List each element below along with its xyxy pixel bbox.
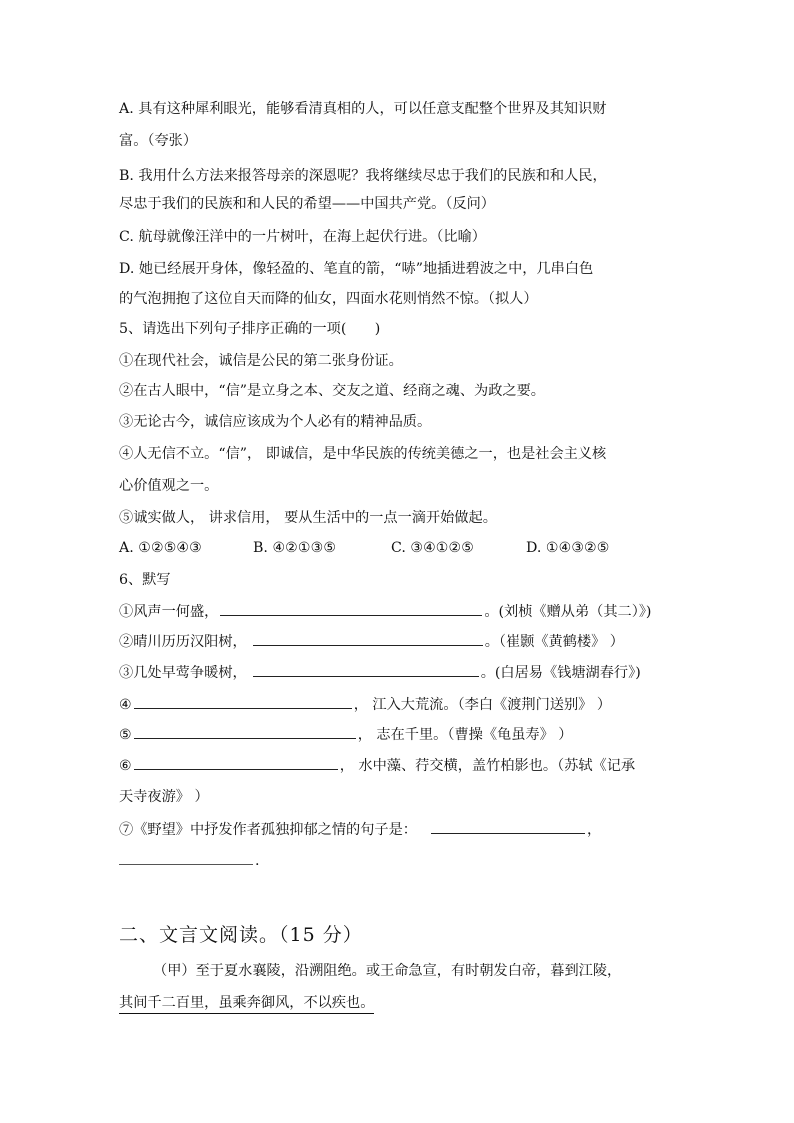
q5-title: 5、请选出下列句子排序正确的一项( ) <box>119 321 381 337</box>
q5-options <box>119 538 684 558</box>
q5-option-d: D. ①④③②⑤ <box>526 540 610 556</box>
q5-sentence-2: ②在古人眼中，“信”是立身之本、交友之道、经商之魂、为政之要。 <box>119 383 545 399</box>
q6-item-7-line2 <box>119 850 684 871</box>
q6-item-3-blank[interactable] <box>253 662 479 677</box>
q6-item-7-prefix: ⑦《野望》中抒发作者孤独抑郁之情的句子是： <box>119 822 417 838</box>
q6-item-5-prefix: ⑤ <box>119 727 132 743</box>
passage-jia-underlined-sentence: 其间千二百里，虽乘奔御风，不以疾也。 <box>119 995 374 1014</box>
q6-item-4-suffix: ， 江入大荒流。（李白《渡荆门送别》 ） <box>353 697 612 713</box>
q6-item-7-comma: ， <box>586 822 602 838</box>
q6-item-3 <box>119 662 684 683</box>
q4-option-d-line1: D. 她已经展开身体，像轻盈的、笔直的箭，“哧”地插进碧波之中，几串白色 <box>119 261 594 277</box>
q6-item-6-suffix: ， 水中藻、荇交横，盖竹柏影也。（苏轼《记承 <box>339 758 636 774</box>
q5-sentence-1: ①在现代社会，诚信是公民的第二张身份证。 <box>119 353 403 369</box>
q4-option-d-line2: 的气泡拥抱了这位自天而降的仙女，四面水花则悄然不惊。（拟人） <box>119 291 538 307</box>
q6-item-7-blank-2[interactable] <box>119 850 253 865</box>
q6-item-2-suffix: 。（崔颢《黄鹤楼》 ） <box>484 634 624 650</box>
q6-item-1-prefix: ①风声一何盛， <box>119 604 219 620</box>
q6-item-3-suffix: 。(白居易《钱塘湖春行》) <box>480 665 641 681</box>
q6-item-5-blank[interactable] <box>134 724 356 739</box>
q5-sentence-4-line2: 心价值观之一。 <box>119 478 219 494</box>
q4-option-b-line1: B. 我用什么方法来报答母亲的深恩呢？我将继续尽忠于我们的民族和和人民， <box>119 168 607 184</box>
q5-option-c: C. ③④①②⑤ <box>391 540 474 556</box>
q6-item-7 <box>119 819 684 840</box>
q6-item-4-prefix: ④ <box>119 697 132 713</box>
q6-item-7-end: . <box>255 853 260 869</box>
q4-option-a-line2: 富。（夸张） <box>119 133 198 149</box>
q6-item-2 <box>119 631 684 652</box>
q5-option-b: B. ④②①③⑤ <box>253 540 337 556</box>
q6-item-4-blank[interactable] <box>134 694 352 709</box>
q6-item-7-blank-1[interactable] <box>431 819 585 834</box>
q6-item-6-blank[interactable] <box>134 755 338 770</box>
passage-jia-line1: （甲）至于夏水襄陵，沿溯阻绝。或王命急宣，有时朝发白帝，暮到江陵， <box>153 963 622 979</box>
q6-item-3-prefix: ③几处早莺争暖树， <box>119 665 247 681</box>
q4-option-a-line1: A. 具有这种犀利眼光，能够看清真相的人，可以任意支配整个世界及其知识财 <box>119 101 607 117</box>
q5-sentence-5: ⑤诚实做人， 讲求信用， 要从生活中的一点一滴开始做起。 <box>119 510 497 526</box>
q5-sentence-3: ③无论古今，诚信应该成为个人必有的精神品质。 <box>119 414 432 430</box>
q6-item-5-suffix: ， 志在千里。（曹操《龟虽寿》 ） <box>357 727 573 743</box>
q6-item-5 <box>119 724 684 745</box>
passage-jia-line2 <box>119 993 684 1013</box>
section-2-title: 二、文言文阅读。（15 分） <box>119 924 363 946</box>
q6-item-1 <box>119 601 684 622</box>
q5-sentence-4-line1: ④人无信不立。“信”， 即诚信，是中华民族的传统美德之一，也是社会主义核 <box>119 446 607 462</box>
q6-item-1-suffix: 。(刘桢《赠从弟（其二）》) <box>484 604 652 620</box>
q6-item-6-prefix: ⑥ <box>119 758 132 774</box>
q6-title: 6、默写 <box>119 572 171 588</box>
q4-option-c: C. 航母就像汪洋中的一片树叶，在海上起伏行进。（比喻） <box>119 229 486 245</box>
q6-item-4 <box>119 694 684 715</box>
q5-option-a: A. ①②⑤④③ <box>119 540 202 556</box>
q6-item-2-blank[interactable] <box>253 631 483 646</box>
q6-item-2-prefix: ②晴川历历汉阳树， <box>119 634 247 650</box>
q6-item-6 <box>119 755 684 776</box>
q6-item-6-line2: 天寺夜游》 ） <box>119 789 209 805</box>
q4-option-b-line2: 尽忠于我们的民族和和人民的希望——中国共产党。（反问） <box>119 196 495 212</box>
q6-item-1-blank[interactable] <box>220 601 482 616</box>
